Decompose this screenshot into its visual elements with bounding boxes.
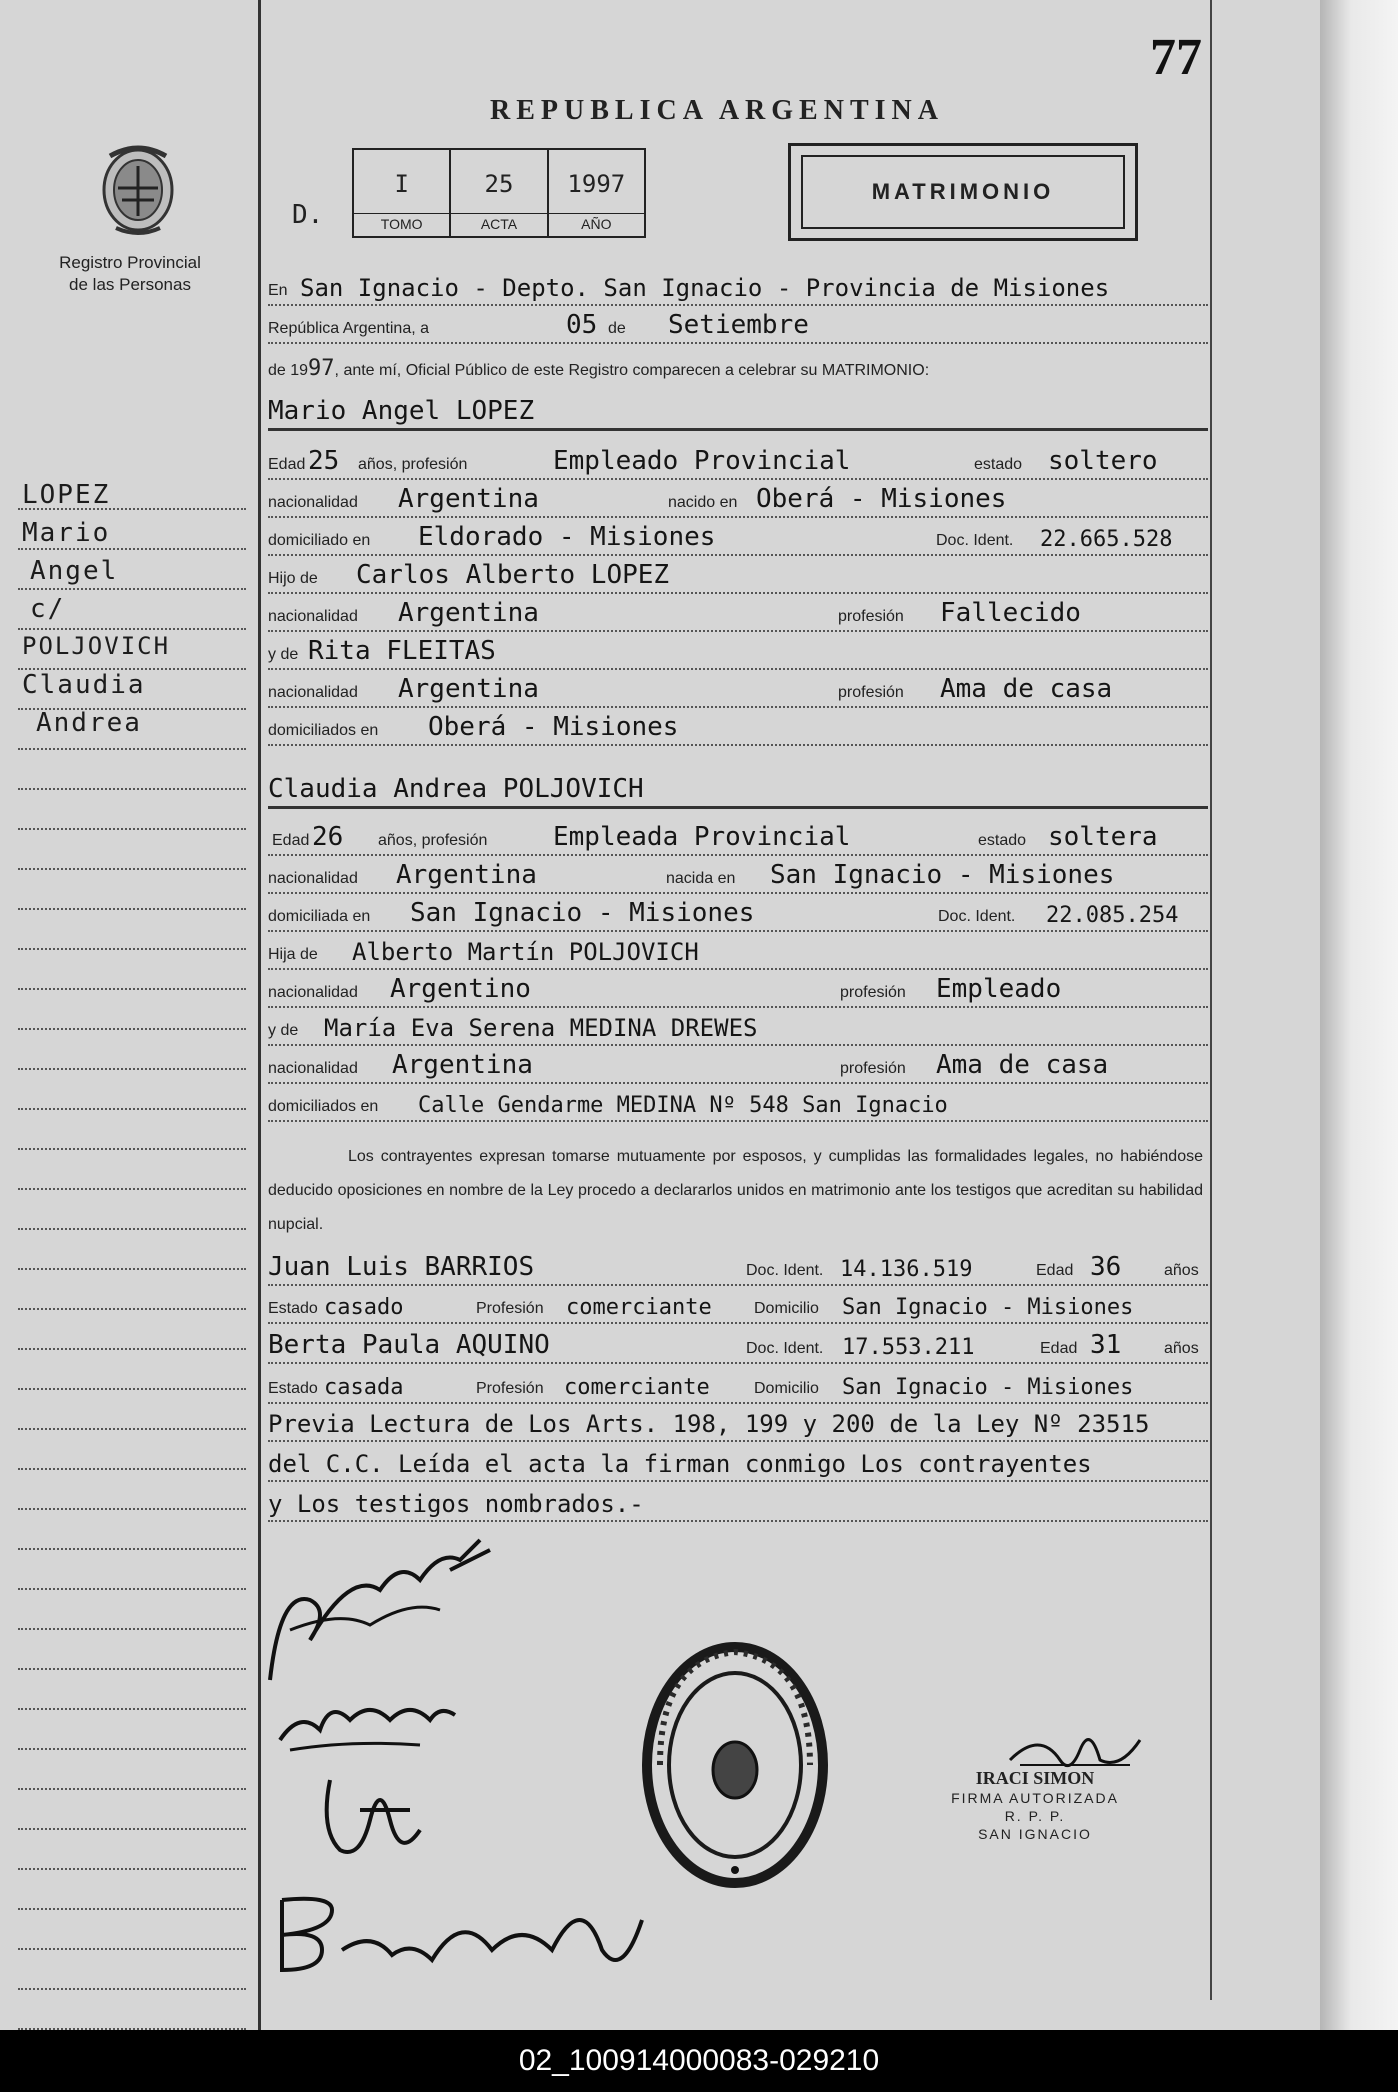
bride-domicile-row	[268, 898, 1208, 932]
intro-place: San Ignacio - Depto. San Ignacio - Provincia de Misiones	[300, 274, 1110, 302]
authority-office: R. P. P.	[1004, 1808, 1066, 1824]
estado-label: Estado	[268, 1380, 318, 1397]
witness1-doc: 14.136.519	[840, 1257, 973, 1282]
groom-father: Carlos Alberto LOPEZ	[356, 560, 670, 590]
witness2-domicile: San Ignacio - Misiones	[842, 1375, 1134, 1400]
margin-rule-line	[18, 1590, 246, 1630]
tomo-label: TOMO	[354, 213, 449, 232]
groom-nationality-row	[268, 484, 1208, 518]
estado-label: Estado	[268, 1300, 318, 1317]
authority-name: IRACI SIMON	[975, 1768, 1095, 1788]
signature-witness1	[300, 1760, 450, 1870]
groom-father-profession: Fallecido	[940, 598, 1081, 628]
groom-name-row	[268, 392, 1208, 431]
hija-label: Hija de	[268, 946, 318, 963]
groom-name: Mario Angel LOPEZ	[268, 396, 535, 426]
profesion-label: Profesión	[476, 1380, 544, 1397]
witness2-age: 31	[1090, 1330, 1122, 1360]
anos-profesion-label: años, profesión	[378, 832, 488, 849]
bride-father-nat-row	[268, 974, 1208, 1008]
witness1-name: Juan Luis BARRIOS	[268, 1252, 535, 1282]
margin-rule-line	[18, 1630, 246, 1670]
record-type-box	[788, 143, 1138, 241]
closing-line-3	[268, 1488, 1208, 1522]
margin-rule-line	[18, 1190, 246, 1230]
groom-age-row	[268, 446, 1208, 480]
witness1-row	[268, 1252, 1208, 1286]
bride-parents-domicile: Calle Gendarme MEDINA Nº 548 San Ignacio	[418, 1093, 948, 1118]
hijo-label: Hijo de	[268, 570, 318, 587]
official-seal-icon	[640, 1640, 830, 1890]
intro-date-row	[268, 310, 1208, 344]
anos-label: años	[1164, 1262, 1199, 1279]
record-reference-table	[352, 148, 646, 238]
margin-rule-line	[18, 1510, 246, 1550]
country-title: REPUBLICA ARGENTINA	[490, 95, 944, 126]
yde-label: y de	[268, 1022, 299, 1039]
margin-rule-line	[18, 1070, 246, 1110]
margin-rule-line	[18, 870, 246, 910]
groom-profession: Empleado Provincial	[553, 446, 851, 476]
domiciliados-label: domiciliados en	[268, 1098, 379, 1115]
margin-rule-line	[18, 1150, 246, 1190]
groom-domicile-row	[268, 522, 1208, 556]
registry-line2: de las Personas	[69, 275, 191, 294]
margin-rule-line	[18, 1310, 246, 1350]
intro-day: 05	[566, 310, 598, 340]
authority-title: FIRMA AUTORIZADA	[951, 1790, 1119, 1806]
year-prefix: de 19	[268, 362, 309, 379]
margin-rule-line	[18, 1350, 246, 1390]
margin-rule-line	[18, 950, 246, 990]
witness2-doc: 17.553.211	[842, 1335, 975, 1360]
record-type-label: MATRIMONIO	[801, 155, 1125, 229]
groom-doc: 22.665.528	[1040, 527, 1173, 552]
groom-status: soltero	[1048, 446, 1158, 476]
groom-parents-domicile-row	[268, 712, 1208, 746]
margin-note-6: Claudia	[22, 670, 146, 700]
ano-cell	[549, 150, 644, 236]
bride-nationality: Argentina	[396, 860, 537, 890]
bride-mother: María Eva Serena MEDINA DREWES	[324, 1014, 758, 1042]
profesion-label: Profesión	[476, 1300, 544, 1317]
nacionalidad-label: nacionalidad	[268, 1060, 358, 1077]
groom-father-nat-row	[268, 598, 1208, 632]
anos-label: años	[1164, 1340, 1199, 1357]
margin-rule	[258, 0, 261, 2030]
margin-rule-line	[18, 1230, 246, 1270]
bride-mother-profession: Ama de casa	[936, 1050, 1109, 1080]
acta-label: ACTA	[451, 213, 546, 232]
groom-birthplace: Oberá - Misiones	[756, 484, 1007, 514]
tomo-value: I	[394, 170, 409, 198]
witness2-name: Berta Paula AQUINO	[268, 1330, 550, 1360]
doc-label: Doc. Ident.	[746, 1262, 824, 1279]
domicilio-label: Domicilio	[754, 1300, 819, 1317]
doc-label: Doc. Ident.	[936, 532, 1014, 549]
domiciliados-label: domiciliados en	[268, 722, 379, 739]
margin-rule-line	[18, 1910, 246, 1950]
bride-status: soltera	[1048, 822, 1158, 852]
closing-line-2	[268, 1448, 1208, 1482]
witness2-row	[268, 1330, 1208, 1364]
de-label: de	[608, 320, 626, 337]
file-id-bar: 02_100914000083-029210	[0, 2030, 1398, 2092]
right-rule	[1210, 0, 1212, 2000]
margin-note-2: Mario	[22, 518, 111, 548]
margin-rule-line	[18, 1110, 246, 1150]
anos-profesion-label: años, profesión	[358, 456, 468, 473]
margin-rule-line	[18, 1030, 246, 1070]
profesion-label: profesión	[838, 684, 904, 701]
margin-rule-line	[18, 1750, 246, 1790]
margin-rule-line	[18, 1870, 246, 1910]
witness1-domicile: San Ignacio - Misiones	[842, 1295, 1134, 1320]
bride-age-row	[268, 822, 1208, 856]
estado-label: estado	[978, 832, 1027, 849]
bride-domicile: San Ignacio - Misiones	[410, 898, 755, 928]
edad-label: Edad	[1036, 1262, 1074, 1279]
margin-note-1: LOPEZ	[22, 480, 111, 510]
edad-label: Edad	[268, 456, 306, 473]
republica-label: República Argentina, a	[268, 320, 429, 337]
bride-father-nationality: Argentino	[390, 974, 531, 1004]
page-number: 77	[1150, 29, 1202, 86]
registry-line1: Registro Provincial	[59, 253, 201, 272]
groom-age: 25	[308, 446, 340, 476]
signature-groom	[250, 1530, 500, 1700]
intro-place-row	[268, 272, 1208, 306]
witness2-profession: comerciante	[564, 1375, 710, 1400]
profesion-label: profesión	[840, 1060, 906, 1077]
closing-text-1: Previa Lectura de Los Arts. 198, 199 y 200 de la Ley Nº 23515	[268, 1410, 1150, 1438]
nacida-label: nacida en	[666, 870, 736, 887]
bride-doc: 22.085.254	[1046, 903, 1179, 928]
witness1-status: casado	[324, 1295, 404, 1320]
declaration-paragraph	[268, 1140, 1203, 1242]
margin-rule-line	[18, 1670, 246, 1710]
bride-birthplace: San Ignacio - Misiones	[770, 860, 1115, 890]
bride-father-profession: Empleado	[936, 974, 1062, 1004]
nacionalidad-label: nacionalidad	[268, 608, 358, 625]
bride-father: Alberto Martín POLJOVICH	[352, 938, 699, 966]
groom-nationality: Argentina	[398, 484, 539, 514]
bride-name: Claudia Andrea POLJOVICH	[268, 774, 644, 804]
signature-witness2	[262, 1880, 662, 1990]
groom-mother-nationality: Argentina	[398, 674, 539, 704]
domiciliado-label: domiciliado en	[268, 532, 371, 549]
doc-label: Doc. Ident.	[746, 1340, 824, 1357]
nacionalidad-label: nacionalidad	[268, 984, 358, 1001]
ano-value: 1997	[567, 170, 626, 198]
margin-note-3: Angel	[30, 556, 119, 586]
margin-note-4: c/	[30, 594, 66, 624]
margin-rule-line	[18, 1710, 246, 1750]
margin-rule-line	[18, 750, 246, 790]
profesion-label: profesión	[838, 608, 904, 625]
margin-rule-line	[18, 910, 246, 950]
groom-parents-domicile: Oberá - Misiones	[428, 712, 679, 742]
bride-mother-nationality: Argentina	[392, 1050, 533, 1080]
margin-rule-line	[18, 1270, 246, 1310]
nacido-label: nacido en	[668, 494, 738, 511]
margin-rule-line	[18, 1990, 246, 2030]
intro-month: Setiembre	[668, 310, 809, 340]
margin-rule-line	[18, 1430, 246, 1470]
margin-rule-line	[18, 1950, 246, 1990]
intro-statement: , ante mí, Oficial Público de este Registro comparecen a celebrar su MATRIMONIO:	[334, 362, 930, 379]
witness1-age: 36	[1090, 1252, 1122, 1282]
authority-stamp	[930, 1768, 1140, 1843]
witness2-status: casada	[324, 1375, 404, 1400]
year-suffix: 97	[308, 356, 335, 381]
groom-mother: Rita FLEITAS	[308, 636, 496, 666]
closing-text-2: del C.C. Leída el acta la firman conmigo Los contrayentes	[268, 1450, 1092, 1478]
closing-line-1	[268, 1408, 1208, 1442]
edad-label: Edad	[1040, 1340, 1078, 1357]
bride-nationality-row	[268, 860, 1208, 894]
yde-label: y de	[268, 646, 299, 663]
intro-statement-row	[268, 356, 929, 381]
authority-place: SAN IGNACIO	[978, 1826, 1092, 1842]
ano-label: AÑO	[549, 213, 644, 232]
provincial-crest-icon	[88, 138, 188, 238]
bride-name-row	[268, 770, 1208, 809]
margin-rule-line	[18, 990, 246, 1030]
record-prefix: D.	[292, 200, 324, 230]
acta-cell	[451, 150, 548, 236]
bride-mother-nat-row	[268, 1050, 1208, 1084]
margin-rule-line	[18, 1470, 246, 1510]
groom-father-nationality: Argentina	[398, 598, 539, 628]
estado-label: estado	[974, 456, 1023, 473]
bride-age: 26	[312, 822, 344, 852]
domiciliada-label: domiciliada en	[268, 908, 371, 925]
groom-mother-row	[268, 636, 1208, 670]
bride-mother-row	[268, 1012, 1208, 1046]
domicilio-label: Domicilio	[754, 1380, 819, 1397]
tomo-cell	[354, 150, 451, 236]
groom-mother-nat-row	[268, 674, 1208, 708]
nacionalidad-label: nacionalidad	[268, 684, 358, 701]
witness1-details-row	[268, 1290, 1208, 1324]
acta-value: 25	[484, 170, 514, 198]
edad-label: Edad	[272, 832, 310, 849]
page-edge	[1320, 0, 1398, 2030]
bride-father-row	[268, 936, 1208, 970]
margin-rule-line	[18, 1790, 246, 1830]
declaration-text: Los contrayentes expresan tomarse mutuamente por esposos, y cumplidas las formalidades legales, no habiéndose deducido oposiciones en nombre de la Ley procedo a declararlos unidos en matrimonio ante los testigos que acreditan su habilidad nupcial.	[268, 1148, 1203, 1233]
margin-note-7: Andrea	[36, 708, 142, 738]
bride-profession: Empleada Provincial	[553, 822, 851, 852]
closing-text-3: y Los testigos nombrados.-	[268, 1490, 644, 1518]
margin-rule-line	[18, 1830, 246, 1870]
margin-rule-line	[18, 1390, 246, 1430]
witness2-details-row	[268, 1370, 1208, 1404]
groom-domicile: Eldorado - Misiones	[418, 522, 716, 552]
en-label: En	[268, 282, 288, 299]
registry-name	[30, 252, 230, 296]
nacionalidad-label: nacionalidad	[268, 494, 358, 511]
profesion-label: profesión	[840, 984, 906, 1001]
groom-mother-profession: Ama de casa	[940, 674, 1113, 704]
bride-parents-domicile-row	[268, 1088, 1208, 1122]
margin-rule-line	[18, 790, 246, 830]
doc-label: Doc. Ident.	[938, 908, 1016, 925]
margin-note-5: POLJOVICH	[22, 632, 171, 660]
groom-father-row	[268, 560, 1208, 594]
nacionalidad-label: nacionalidad	[268, 870, 358, 887]
witness1-profession: comerciante	[566, 1295, 712, 1320]
margin-rule-line	[18, 830, 246, 870]
margin-rule-line	[18, 1550, 246, 1590]
